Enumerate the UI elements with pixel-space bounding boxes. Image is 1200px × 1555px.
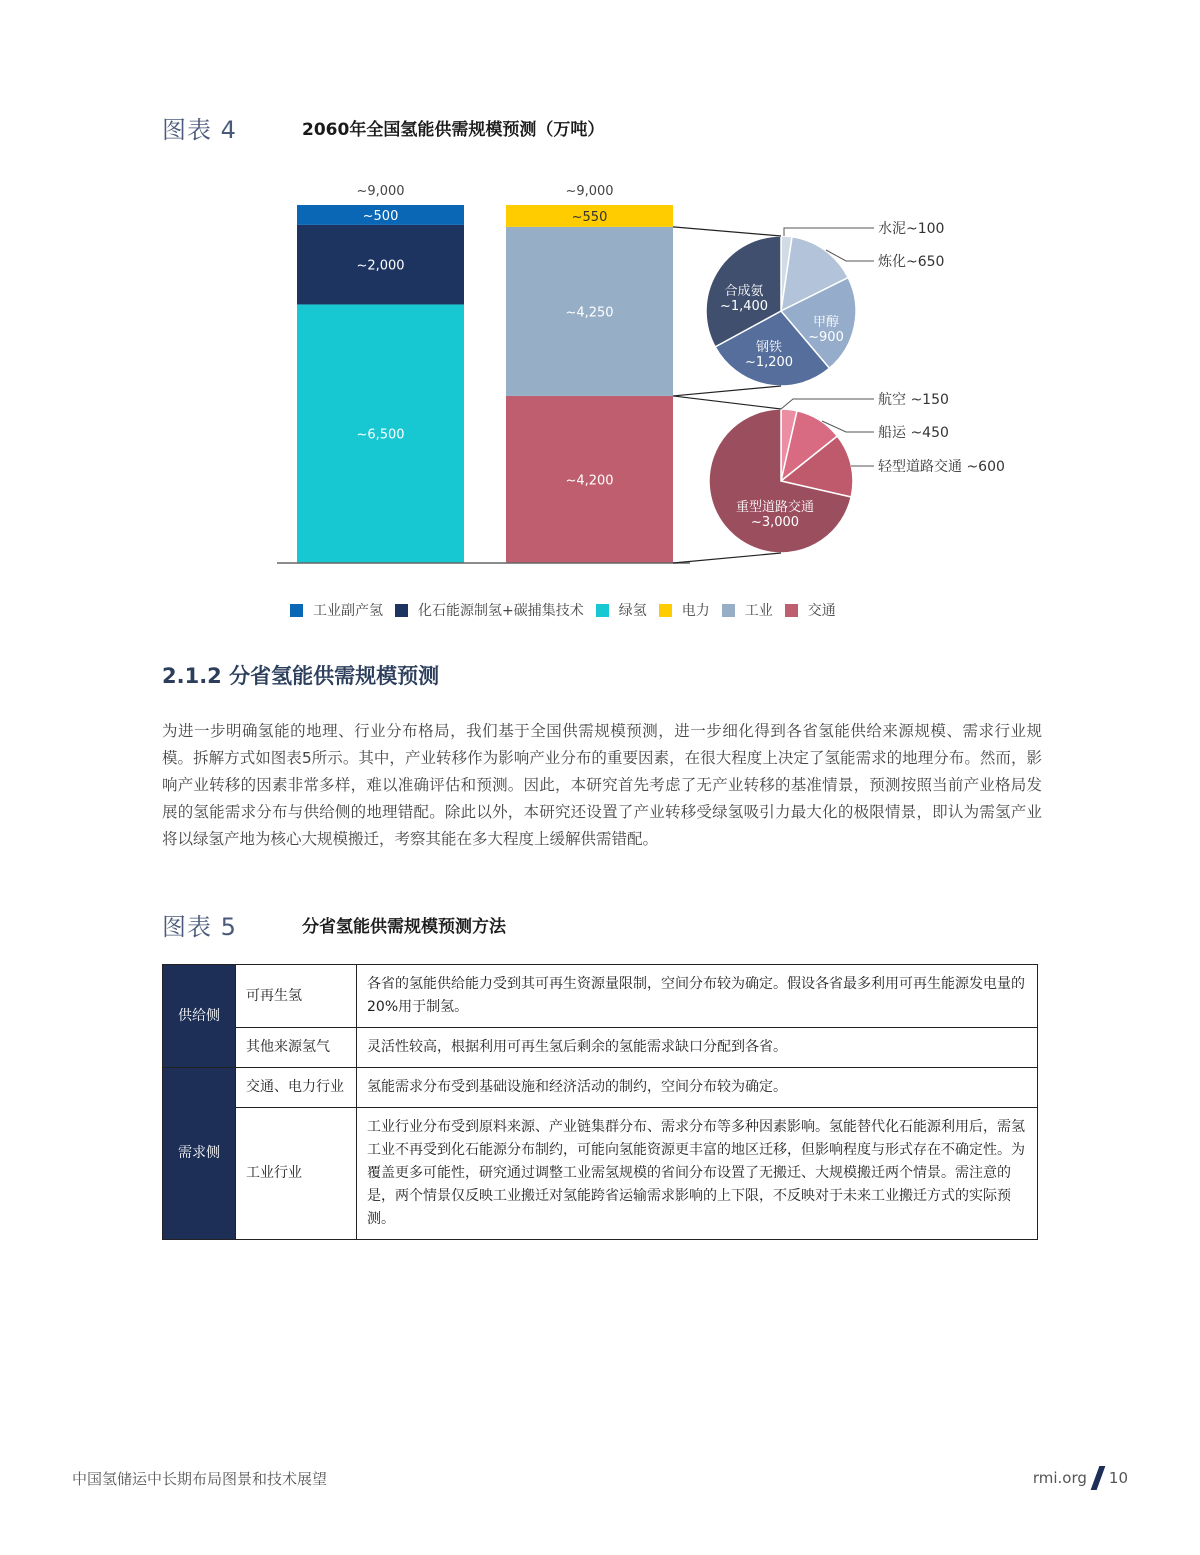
pie-inner-label: 重型道路交通 bbox=[735, 500, 815, 515]
legend-swatch bbox=[290, 604, 303, 617]
legend-item bbox=[659, 600, 710, 620]
legend-item bbox=[290, 600, 383, 620]
bar-value-label: ~4,200 bbox=[565, 473, 614, 489]
pie-outer-label: 轻型道路交通 ~600 bbox=[878, 459, 1005, 475]
legend-swatch bbox=[395, 604, 408, 617]
legend-label: 交通 bbox=[807, 603, 836, 619]
section-title: 2.1.2 分省氢能供需规模预测 bbox=[162, 664, 440, 688]
connector-line bbox=[673, 396, 781, 409]
bar-value-label: ~550 bbox=[571, 209, 608, 225]
pie-leader-line bbox=[781, 399, 874, 409]
legend-label: 绿氢 bbox=[618, 603, 647, 619]
table-row bbox=[163, 1108, 1038, 1240]
row-description: 工业行业分布受到原料来源、产业链集群分布、需求分布等多种因素影响。氢能替代化石能源利用后，需氢工业不再受到化石能源分布制约，可能向氢能资源更丰富的地区迁移，但影响程度与形式存在不确定性。为覆盖更多可能性，研究通过调整工业需氢规模的省间分布设置了无搬迁、大规模搬迁两个情景。需注意的是，两个情景仅反映工业搬迁对氢能跨省运输需求影响的上下限，不反映对于未来工业搬迁方式的实际预测。 bbox=[357, 1108, 1038, 1240]
legend-swatch bbox=[659, 604, 672, 617]
bar-total-label: ~9,000 bbox=[356, 184, 405, 199]
figure-title: 2060年全国氢能供需规模预测（万吨） bbox=[302, 120, 605, 140]
pie-outer-label: 航空 ~150 bbox=[878, 392, 949, 408]
row-description: 各省的氢能供给能力受到其可再生资源量限制，空间分布较为确定。假设各省最多利用可再生能源发电量的20%用于制氢。 bbox=[357, 965, 1038, 1028]
connector-line bbox=[673, 386, 781, 396]
pie-inner-label: 钢铁 bbox=[755, 340, 783, 355]
pie-outer-label: 水泥~100 bbox=[878, 221, 945, 237]
footer-page-info bbox=[1033, 1466, 1128, 1490]
row-label: 可再生氢 bbox=[236, 965, 357, 1028]
bar-value-label: ~500 bbox=[362, 208, 399, 224]
legend-label: 工业 bbox=[744, 603, 773, 619]
footer-site-link[interactable]: rmi.org bbox=[1032, 1469, 1087, 1487]
legend-item bbox=[395, 600, 584, 620]
legend-item bbox=[722, 600, 773, 620]
row-label: 其他来源氢气 bbox=[236, 1028, 357, 1068]
figure-title: 分省氢能供需规模预测方法 bbox=[302, 917, 506, 937]
page-number: 10 bbox=[1108, 1469, 1128, 1487]
table-row bbox=[163, 1028, 1038, 1068]
connector-line bbox=[673, 227, 781, 236]
chart-legend bbox=[290, 600, 848, 620]
pie-inner-value: ~3,000 bbox=[750, 515, 800, 530]
row-description: 氢能需求分布受到基础设施和经济活动的制约，空间分布较为确定。 bbox=[357, 1068, 1038, 1108]
legend-swatch bbox=[785, 604, 798, 617]
row-label: 交通、电力行业 bbox=[236, 1068, 357, 1108]
slash-divider bbox=[1091, 1466, 1106, 1490]
demand-side-cell: 需求侧 bbox=[163, 1068, 236, 1240]
connector-line bbox=[673, 553, 781, 563]
legend-label: 电力 bbox=[681, 603, 710, 619]
pie-inner-value: ~1,200 bbox=[744, 355, 794, 370]
bar-value-label: ~2,000 bbox=[356, 258, 405, 274]
figure-number: 图表 5 bbox=[162, 913, 237, 941]
supply-demand-chart bbox=[0, 170, 1200, 590]
pie-outer-label: 船运 ~450 bbox=[878, 425, 949, 441]
table-row bbox=[163, 965, 1038, 1028]
pie-outer-label: 炼化~650 bbox=[878, 254, 945, 270]
legend-label: 工业副产氢 bbox=[313, 603, 383, 619]
bar-value-label: ~6,500 bbox=[356, 427, 405, 443]
legend-label: 化石能源制氢+碳捕集技术 bbox=[418, 603, 584, 619]
bar-total-label: ~9,000 bbox=[565, 184, 614, 199]
legend-item bbox=[596, 600, 647, 620]
table-row bbox=[163, 1068, 1038, 1108]
pie-leader-line bbox=[784, 228, 874, 236]
legend-item bbox=[785, 600, 836, 620]
legend-swatch bbox=[596, 604, 609, 617]
pie-inner-label: 甲醇 bbox=[812, 315, 840, 330]
body-paragraph: 为进一步明确氢能的地理、行业分布格局，我们基于全国供需规模预测，进一步细化得到各省氢能供给来源规模、需求行业规模。拆解方式如图表5所示。其中，产业转移作为影响产业分布的重要因素，在很大程度上决定了氢能需求的地理分布。然而，影响产业转移的因素非常多样，难以准确评估和预测。因此，本研究首先考虑了无产业转移的基准情景，预测按照当前产业格局发展的氢能需求分布与供给侧的地理错配。除此以外，本研究还设置了产业转移受绿氢吸引力最大化的极限情景，即认为需氢产业将以绿氢产地为核心大规模搬迁，考察其能在多大程度上缓解供需错配。 bbox=[162, 722, 1042, 848]
row-label: 工业行业 bbox=[236, 1108, 357, 1240]
legend-swatch bbox=[722, 604, 735, 617]
bar-value-label: ~4,250 bbox=[565, 305, 614, 321]
row-description: 灵活性较高，根据利用可再生氢后剩余的氢能需求缺口分配到各省。 bbox=[357, 1028, 1038, 1068]
supply-side-cell: 供给侧 bbox=[163, 965, 236, 1068]
pie-inner-value: ~900 bbox=[808, 330, 844, 345]
figure-number: 图表 4 bbox=[162, 116, 237, 144]
pie-inner-value: ~1,400 bbox=[719, 299, 769, 314]
method-table bbox=[162, 964, 1038, 1240]
pie-inner-label: 合成氨 bbox=[724, 284, 764, 299]
footer-title: 中国氢储运中长期布局图景和技术展望 bbox=[72, 1470, 328, 1488]
